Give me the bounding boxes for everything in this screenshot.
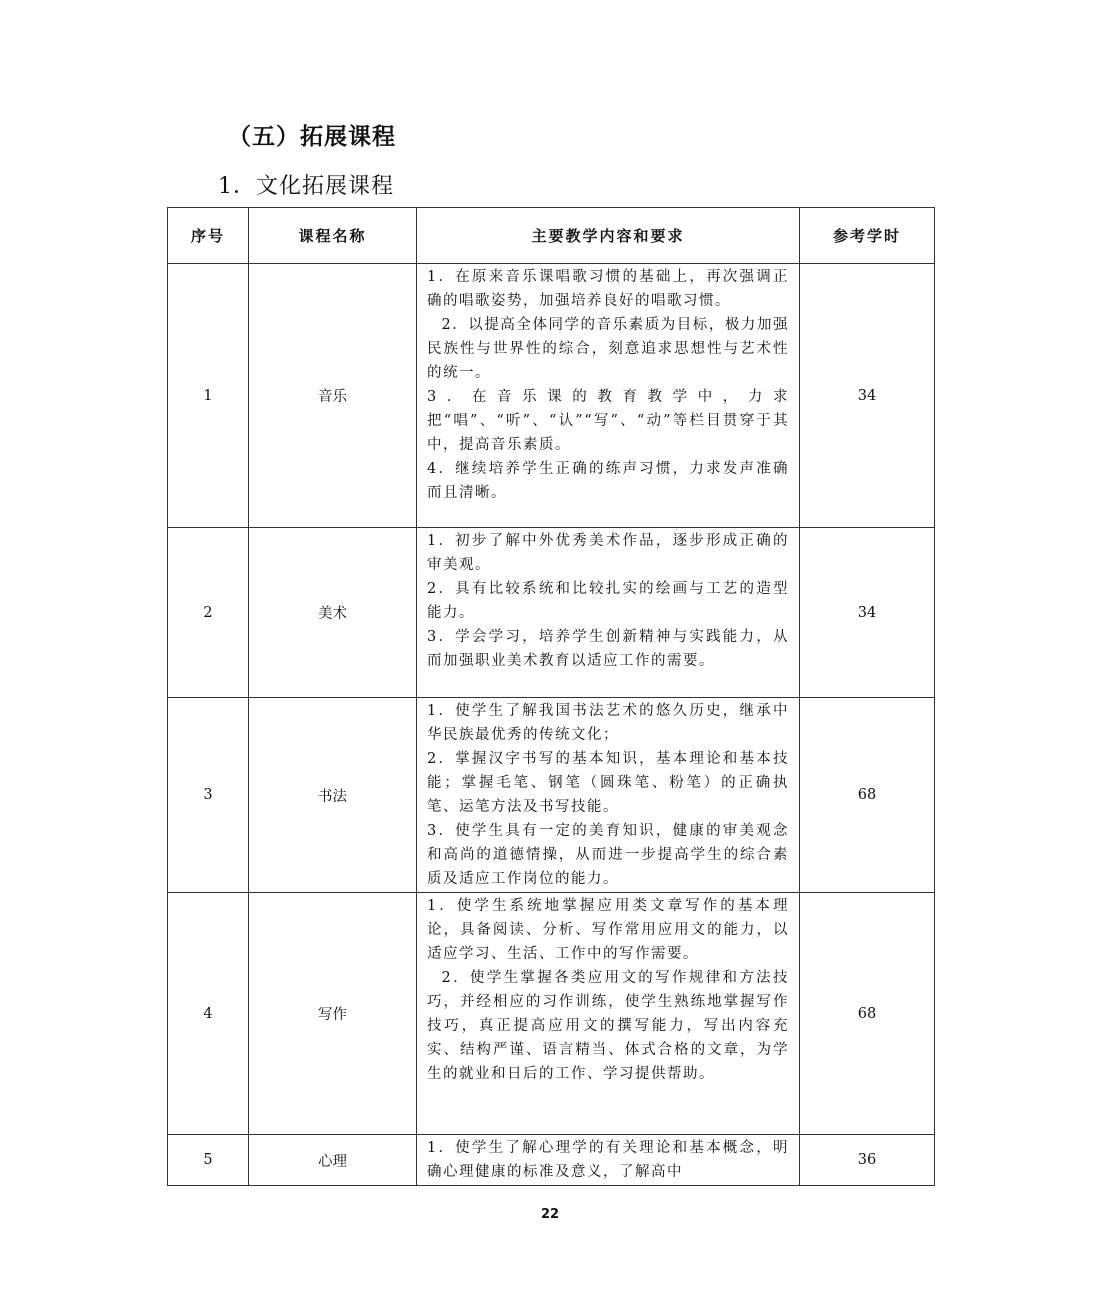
table-row [168,698,935,893]
course-table [167,207,935,1186]
content-paragraph: 1．初步了解中外优秀美术作品，逐步形成正确的审美观。 [427,533,789,573]
content-paragraph: 1．在原来音乐课唱歌习惯的基础上，再次强调正确的唱歌姿势，加强培养良好的唱歌习惯。 [427,269,789,309]
content-paragraph: 3．在音乐课的教育教学中，力求把“唱”、“听”、“认”“写”、“动”等栏目贯穿于其中，提高音乐素质。 [427,389,789,453]
sub-title: 1．文化拓展课程 [218,174,394,199]
content-paragraph: 4．继续培养学生正确的练声习惯，力求发声准确而且清晰。 [427,461,789,501]
table-header-row [168,208,935,264]
row-content [417,893,800,1135]
table-row [168,1135,935,1186]
table-row [168,528,935,698]
content-paragraph: 2．掌握汉字书写的基本知识，基本理论和基本技能；掌握毛笔、钢笔（圆珠笔、粉笔）的正确执笔、运笔方法及书写技能。 [427,751,789,815]
row-course-name: 美术 [249,528,417,698]
table-row [168,264,935,528]
row-content [417,1135,800,1186]
row-hours: 34 [800,528,935,698]
content-paragraph: 2．具有比较系统和比较扎实的绘画与工艺的造型能力。 [427,581,789,621]
content-paragraph: 3．学会学习，培养学生创新精神与实践能力，从而加强职业美术教育以适应工作的需要。 [427,629,789,669]
table-row [168,893,935,1135]
header-index: 序号 [168,208,249,264]
row-content [417,528,800,698]
row-index: 4 [168,893,249,1135]
content-paragraph: 2．以提高全体同学的音乐素质为目标，极力加强民族性与世界性的综合，刻意追求思想性与艺术性的统一。 [427,317,789,381]
row-course-name: 音乐 [249,264,417,528]
row-content [417,698,800,893]
row-index: 2 [168,528,249,698]
content-paragraph: 1．使学生系统地掌握应用类文章写作的基本理论，具备阅读、分析、写作常用应用文的能力，以适应学习、生活、工作中的写作需要。 [427,898,789,962]
header-content: 主要教学内容和要求 [417,208,800,264]
content-paragraph: 2．使学生掌握各类应用文的写作规律和方法技巧，并经相应的习作训练，使学生熟练地掌握写作技巧，真正提高应用文的撰写能力，写出内容充实、结构严谨、语言精当、体式合格的文章，为学生的就业和日后的工作、学习提供帮助。 [427,970,789,1082]
row-hours: 68 [800,893,935,1135]
content-paragraph: 1．使学生了解心理学的有关理论和基本概念，明确心理健康的标准及意义，了解高中 [427,1140,789,1180]
row-hours: 68 [800,698,935,893]
row-course-name: 心理 [249,1135,417,1186]
header-course-name: 课程名称 [249,208,417,264]
row-course-name: 写作 [249,893,417,1135]
row-index: 3 [168,698,249,893]
row-hours: 36 [800,1135,935,1186]
row-index: 5 [168,1135,249,1186]
content-paragraph: 3．使学生具有一定的美育知识，健康的审美观念和高尚的道德情操，从而进一步提高学生的综合素质及适应工作岗位的能力。 [427,823,789,887]
page-number: 22 [540,1207,560,1222]
section-title: （五）拓展课程 [228,124,396,150]
row-content [417,264,800,528]
header-hours: 参考学时 [800,208,935,264]
row-hours: 34 [800,264,935,528]
row-course-name: 书法 [249,698,417,893]
row-index: 1 [168,264,249,528]
content-paragraph: 1．使学生了解我国书法艺术的悠久历史，继承中华民族最优秀的传统文化； [427,703,789,743]
